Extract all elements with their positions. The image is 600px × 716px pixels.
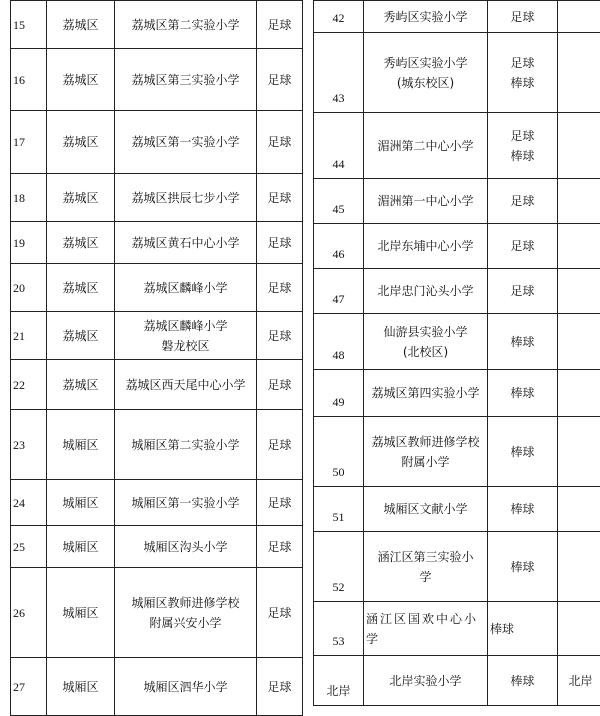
table-row xyxy=(11,568,303,658)
school-cell xyxy=(115,111,257,174)
sport-cell xyxy=(488,179,558,224)
sport-cell-line: 足球 xyxy=(490,236,555,256)
empty-cell xyxy=(558,33,600,113)
school-cell xyxy=(364,179,488,224)
row-number: 16 xyxy=(11,49,47,111)
sport-cell xyxy=(257,174,303,222)
school-cell-line: 荔城区教师进修学校 xyxy=(366,432,485,452)
table-row xyxy=(11,222,303,264)
row-number: 24 xyxy=(11,480,47,526)
district-cell: 荔城区 xyxy=(47,312,115,360)
school-cell-line: 涵江区国欢中心小 xyxy=(366,609,485,629)
sport-cell-line: 足球 xyxy=(259,278,300,298)
sport-cell xyxy=(257,360,303,410)
table-row xyxy=(11,658,303,716)
sport-cell xyxy=(257,568,303,658)
table-row xyxy=(314,532,600,602)
school-cell-line: 仙游县实验小学 xyxy=(366,322,485,342)
school-cell-line: 城厢区第二实验小学 xyxy=(117,435,254,455)
school-cell-line: (北校区) xyxy=(366,342,485,362)
school-cell xyxy=(115,264,257,312)
empty-cell xyxy=(558,179,600,224)
sport-cell-line: 足球 xyxy=(259,233,300,253)
sport-cell xyxy=(257,312,303,360)
sport-cell-line: 足球 xyxy=(490,7,555,27)
row-number: 18 xyxy=(11,174,47,222)
row-number: 15 xyxy=(11,1,47,49)
sport-cell-line: 棒球 xyxy=(490,619,555,639)
school-cell xyxy=(115,526,257,568)
sport-cell xyxy=(488,1,558,33)
table-row xyxy=(11,480,303,526)
row-number: 23 xyxy=(11,410,47,480)
school-cell-line: 北岸忠门沁头小学 xyxy=(366,281,485,301)
school-cell-line: 城厢区教师进修学校 xyxy=(117,593,254,613)
row-number: 19 xyxy=(11,222,47,264)
sport-cell-line: 足球 xyxy=(490,191,555,211)
sport-cell xyxy=(257,1,303,49)
school-cell-line: 荔城区黄石中心小学 xyxy=(117,233,254,253)
table-row xyxy=(11,111,303,174)
school-cell xyxy=(115,174,257,222)
school-cell-line: 城厢区泗华小学 xyxy=(117,677,254,697)
sport-cell-line: 棒球 xyxy=(490,332,555,352)
school-cell xyxy=(115,568,257,658)
school-cell-line: 荔城区西天尾中心小学 xyxy=(117,375,254,395)
school-cell-line: 学 xyxy=(366,629,485,649)
extra-cell: 北岸 xyxy=(558,656,600,706)
school-cell xyxy=(364,417,488,487)
district-cell: 城厢区 xyxy=(47,568,115,658)
empty-cell xyxy=(558,602,600,656)
school-cell-line: 学 xyxy=(366,567,485,587)
sport-cell-line: 足球 xyxy=(259,132,300,152)
school-cell-line: 荔城区第四实验小学 xyxy=(366,383,485,403)
table-row xyxy=(314,487,600,532)
empty-cell xyxy=(558,417,600,487)
sport-cell-line: 足球 xyxy=(259,188,300,208)
sport-cell-line: 足球 xyxy=(490,281,555,301)
school-cell-line: 附属兴安小学 xyxy=(117,613,254,633)
row-number: 46 xyxy=(314,224,364,269)
sport-cell xyxy=(488,33,558,113)
school-cell-line: 涵江区第三实验小 xyxy=(366,547,485,567)
school-cell xyxy=(115,222,257,264)
sport-cell xyxy=(257,480,303,526)
district-cell: 荔城区 xyxy=(47,111,115,174)
district-cell: 城厢区 xyxy=(47,410,115,480)
sport-cell-line: 足球 xyxy=(259,70,300,90)
table-row xyxy=(314,269,600,314)
school-cell xyxy=(364,269,488,314)
sport-cell xyxy=(257,264,303,312)
empty-cell xyxy=(558,314,600,370)
district-cell: 荔城区 xyxy=(47,264,115,312)
school-cell-line: 荔城区第二实验小学 xyxy=(117,15,254,35)
sport-cell-line: 棒球 xyxy=(490,73,555,93)
sport-cell-line: 足球 xyxy=(259,603,300,623)
row-number: 42 xyxy=(314,1,364,33)
empty-cell xyxy=(558,532,600,602)
sport-cell-line: 棒球 xyxy=(490,146,555,166)
row-number: 47 xyxy=(314,269,364,314)
district-cell: 荔城区 xyxy=(47,49,115,111)
table-row xyxy=(11,1,303,49)
sport-cell xyxy=(488,656,558,706)
row-number: 25 xyxy=(11,526,47,568)
district-cell: 荔城区 xyxy=(47,360,115,410)
table-row xyxy=(314,656,600,706)
row-number: 21 xyxy=(11,312,47,360)
sport-cell-line: 足球 xyxy=(490,126,555,146)
sport-cell-line: 足球 xyxy=(259,15,300,35)
sport-cell xyxy=(257,410,303,480)
school-cell xyxy=(364,487,488,532)
school-cell-line: 湄洲第二中心小学 xyxy=(366,136,485,156)
school-cell xyxy=(364,602,488,656)
table-row xyxy=(11,264,303,312)
empty-cell xyxy=(558,487,600,532)
school-cell xyxy=(364,113,488,179)
district-cell: 荔城区 xyxy=(47,222,115,264)
row-number: 22 xyxy=(11,360,47,410)
school-cell-line: 北岸实验小学 xyxy=(366,671,485,691)
empty-cell xyxy=(558,113,600,179)
sport-cell xyxy=(257,111,303,174)
school-cell-line: 湄洲第一中心小学 xyxy=(366,191,485,211)
school-cell-line: 荔城区第一实验小学 xyxy=(117,132,254,152)
row-number: 27 xyxy=(11,658,47,716)
school-cell-line: 城厢区第一实验小学 xyxy=(117,493,254,513)
school-cell xyxy=(364,314,488,370)
school-cell-line: 附属小学 xyxy=(366,452,485,472)
table-row xyxy=(11,410,303,480)
row-number: 51 xyxy=(314,487,364,532)
table-row xyxy=(314,602,600,656)
school-cell-line: 城厢区文献小学 xyxy=(366,499,485,519)
sport-cell xyxy=(488,113,558,179)
school-cell xyxy=(364,532,488,602)
district-cell: 城厢区 xyxy=(47,658,115,716)
table-row xyxy=(314,370,600,417)
sport-cell-line: 足球 xyxy=(259,375,300,395)
school-cell-line: 城厢区沟头小学 xyxy=(117,537,254,557)
school-cell-line: 秀屿区实验小学 xyxy=(366,7,485,27)
sport-cell-line: 棒球 xyxy=(490,442,555,462)
row-number: 20 xyxy=(11,264,47,312)
empty-cell xyxy=(558,224,600,269)
school-cell xyxy=(364,656,488,706)
sport-cell-line: 足球 xyxy=(259,493,300,513)
empty-cell xyxy=(558,269,600,314)
right-table xyxy=(313,0,600,706)
school-cell-line: 荔城区拱辰七步小学 xyxy=(117,188,254,208)
table-row xyxy=(314,1,600,33)
row-number: 26 xyxy=(11,568,47,658)
sport-cell xyxy=(488,487,558,532)
left-table xyxy=(10,0,303,716)
table-row xyxy=(314,314,600,370)
table-row xyxy=(11,312,303,360)
sport-cell xyxy=(488,417,558,487)
district-cell: 城厢区 xyxy=(47,526,115,568)
sport-cell-line: 足球 xyxy=(259,326,300,346)
sport-cell xyxy=(488,602,558,656)
sport-cell-line: 棒球 xyxy=(490,557,555,577)
row-number: 43 xyxy=(314,33,364,113)
empty-cell xyxy=(558,370,600,417)
sport-cell-line: 棒球 xyxy=(490,671,555,691)
row-number: 17 xyxy=(11,111,47,174)
district-cell: 城厢区 xyxy=(47,480,115,526)
sport-cell-line: 足球 xyxy=(259,537,300,557)
row-number: 52 xyxy=(314,532,364,602)
sport-cell xyxy=(488,370,558,417)
school-cell xyxy=(364,370,488,417)
school-cell xyxy=(115,658,257,716)
sport-cell xyxy=(488,269,558,314)
table-row xyxy=(314,113,600,179)
school-cell-line: 荔城区麟峰小学 xyxy=(117,278,254,298)
school-cell-line: 荔城区麟峰小学 xyxy=(117,316,254,336)
district-cell: 荔城区 xyxy=(47,174,115,222)
school-cell xyxy=(115,49,257,111)
school-cell-line: (城东校区) xyxy=(366,73,485,93)
school-cell-line: 磐龙校区 xyxy=(117,336,254,356)
empty-cell xyxy=(558,1,600,33)
school-cell xyxy=(115,360,257,410)
school-cell-line: 秀屿区实验小学 xyxy=(366,53,485,73)
school-cell xyxy=(115,410,257,480)
table-row xyxy=(314,417,600,487)
sport-cell-line: 足球 xyxy=(259,677,300,697)
sport-cell xyxy=(257,658,303,716)
row-number: 北岸 xyxy=(314,656,364,706)
table-row xyxy=(314,179,600,224)
sport-cell xyxy=(488,224,558,269)
row-number: 44 xyxy=(314,113,364,179)
sport-cell xyxy=(257,222,303,264)
school-cell xyxy=(115,1,257,49)
sport-cell-line: 足球 xyxy=(490,53,555,73)
sport-cell-line: 足球 xyxy=(259,435,300,455)
sport-cell xyxy=(257,526,303,568)
district-cell: 荔城区 xyxy=(47,1,115,49)
sport-cell xyxy=(257,49,303,111)
school-cell xyxy=(115,312,257,360)
sport-cell-line: 棒球 xyxy=(490,499,555,519)
school-cell xyxy=(115,480,257,526)
row-number: 50 xyxy=(314,417,364,487)
row-number: 53 xyxy=(314,602,364,656)
sport-cell-line: 棒球 xyxy=(490,383,555,403)
school-cell xyxy=(364,224,488,269)
table-row xyxy=(11,360,303,410)
school-cell xyxy=(364,33,488,113)
table-row xyxy=(314,224,600,269)
table-row xyxy=(314,33,600,113)
school-cell-line: 北岸东埔中心小学 xyxy=(366,236,485,256)
table-row xyxy=(11,526,303,568)
school-cell xyxy=(364,1,488,33)
table-row xyxy=(11,49,303,111)
sport-cell xyxy=(488,314,558,370)
school-cell-line: 荔城区第三实验小学 xyxy=(117,70,254,90)
row-number: 48 xyxy=(314,314,364,370)
row-number: 49 xyxy=(314,370,364,417)
sport-cell xyxy=(488,532,558,602)
row-number: 45 xyxy=(314,179,364,224)
table-row xyxy=(11,174,303,222)
